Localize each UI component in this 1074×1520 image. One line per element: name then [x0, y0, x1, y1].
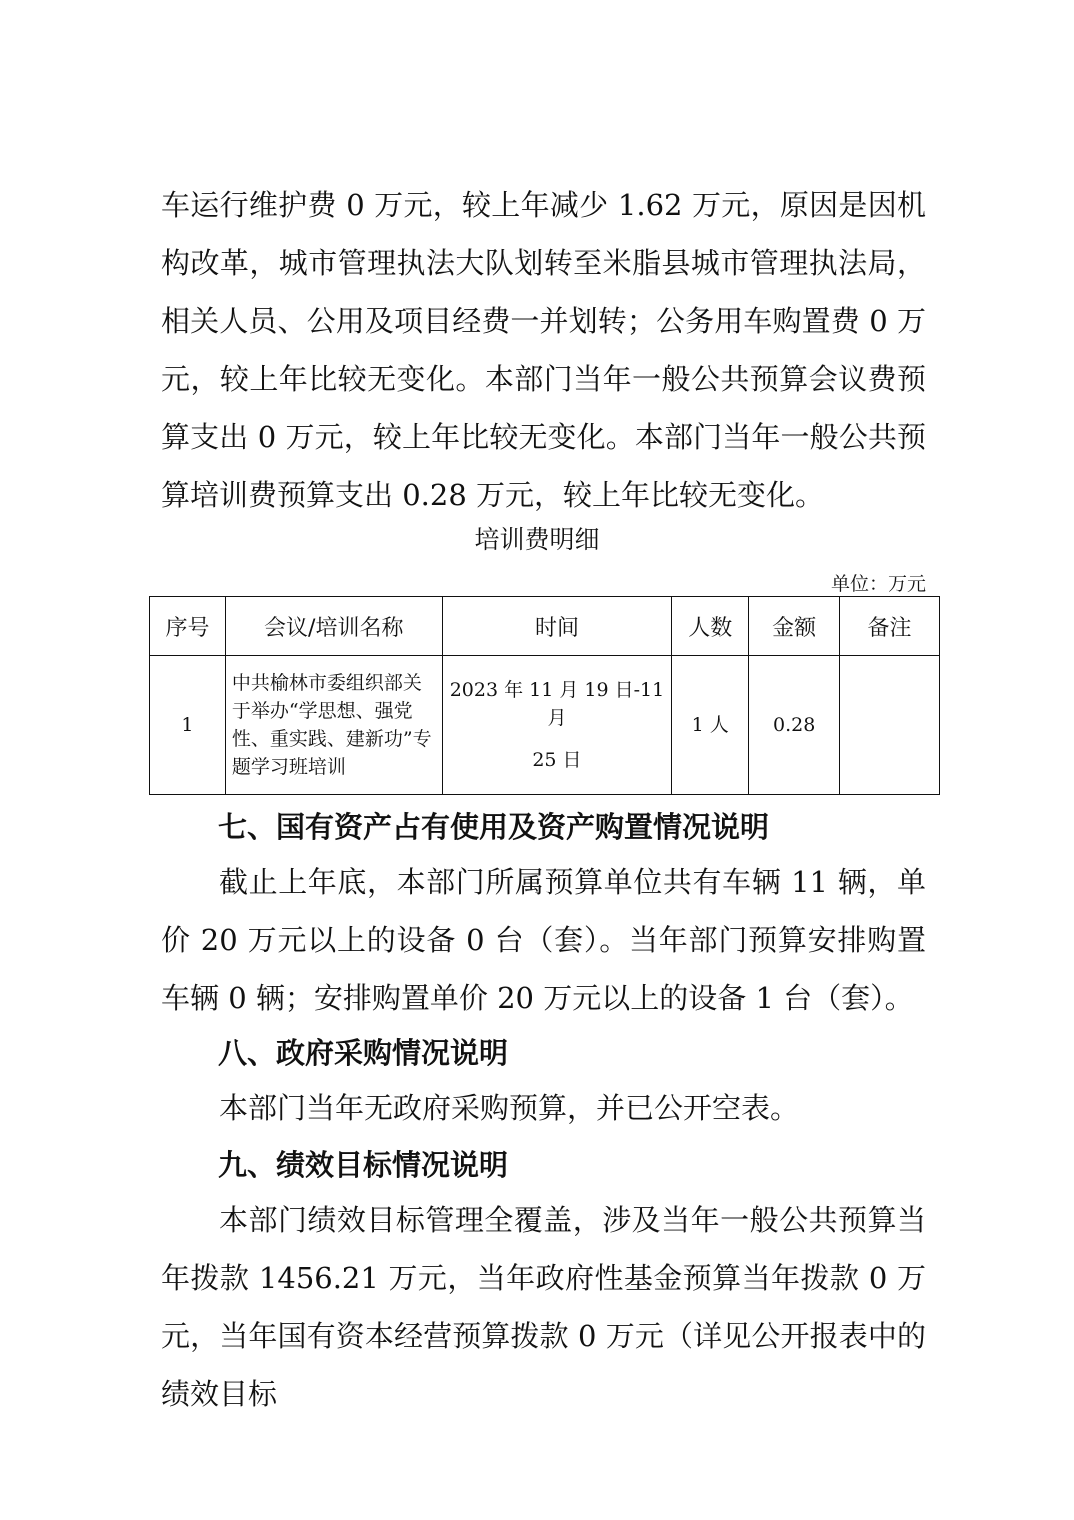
paragraph-vehicle-expenses: 车运行维护费 0 万元，较上年减少 1.62 万元，原因是因机构改革，城市管理执法大队划转至米脂县城市管理执法局，相关人员、公用及项目经费一并划转；公务用车购置费 0 万元，较上年比较无变化。本部门当年一般公共预算会议费预算支出 0 万元，较上年比较无变化。本部门当年一般公共预算培训费预算支出 0.28 万元，较上年比较无变化。	[161, 188, 926, 512]
header-time: 时间	[442, 597, 672, 656]
header-amount: 金额	[749, 597, 840, 656]
training-expense-table	[149, 596, 940, 795]
cell-time	[442, 656, 672, 795]
section7-body: 截止上年底，本部门所属预算单位共有车辆 11 辆，单价 20 万元以上的设备 0 台（套）。当年部门预算安排购置车辆 0 辆；安排购置单价 20 万元以上的设备 1 台（套）。	[161, 865, 926, 1015]
cell-name: 中共榆林市委组织部关于举办“学思想、强党性、重实践、建新功”专题学习班培训	[225, 656, 442, 795]
cell-time-line1: 2023 年 11 月 19 日-11 月	[449, 679, 665, 729]
unit-label: 单位：万元	[830, 573, 926, 595]
section7-heading: 七、国有资产占有使用及资产购置情况说明	[218, 810, 770, 844]
section8-body: 本部门当年无政府采购预算，并已公开空表。	[219, 1091, 800, 1125]
cell-note	[840, 656, 940, 795]
table-header-row	[150, 597, 940, 656]
cell-time-line2: 25 日	[532, 749, 582, 771]
cell-people: 1 人	[672, 656, 749, 795]
section8-heading: 八、政府采购情况说明	[218, 1036, 509, 1070]
section9-body: 本部门绩效目标管理全覆盖，涉及当年一般公共预算当年拨款 1456.21 万元，当年政府性基金预算当年拨款 0 万元，当年国有资本经营预算拨款 0 万元（详见公开报表中的绩效目标	[161, 1203, 926, 1411]
header-people: 人数	[672, 597, 749, 656]
header-note: 备注	[840, 597, 940, 656]
table-caption: 培训费明细	[474, 525, 600, 554]
section9-heading: 九、绩效目标情况说明	[218, 1148, 509, 1182]
cell-no: 1	[150, 656, 226, 795]
header-no: 序号	[150, 597, 226, 656]
header-name: 会议/培训名称	[225, 597, 442, 656]
table-row	[150, 656, 940, 795]
cell-amount: 0.28	[749, 656, 840, 795]
